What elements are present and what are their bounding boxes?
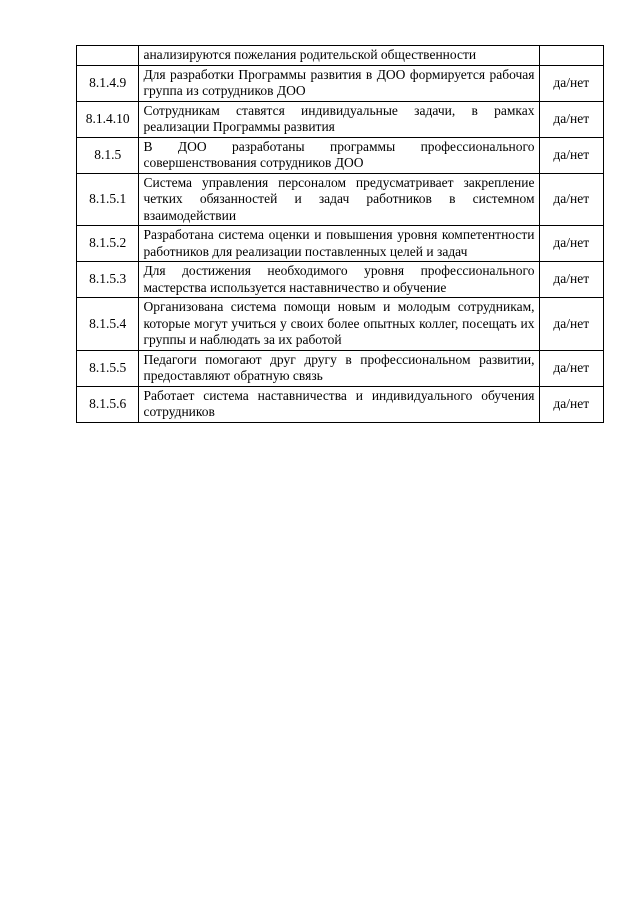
row-code: 8.1.4.9	[77, 65, 139, 101]
row-code: 8.1.5.3	[77, 262, 139, 298]
row-description: Для разработки Программы развития в ДОО формируется рабочая группа из сотрудников ДОО	[139, 65, 539, 101]
row-description: Система управления персоналом предусматривает закрепление четких обязанностей и задач работников в системном взаимодействии	[139, 173, 539, 226]
row-answer	[539, 46, 604, 66]
table-row	[77, 101, 604, 137]
row-description: В ДОО разработаны программы профессионального совершенствования сотрудников ДОО	[139, 137, 539, 173]
row-answer: да/нет	[539, 386, 604, 422]
row-description: Для достижения необходимого уровня профессионального мастерства используется наставничество и обучение	[139, 262, 539, 298]
row-code: 8.1.5.1	[77, 173, 139, 226]
row-code	[77, 46, 139, 66]
row-answer: да/нет	[539, 173, 604, 226]
table-row	[77, 137, 604, 173]
row-answer: да/нет	[539, 262, 604, 298]
row-code: 8.1.5	[77, 137, 139, 173]
row-answer: да/нет	[539, 65, 604, 101]
table-row	[77, 386, 604, 422]
row-answer: да/нет	[539, 350, 604, 386]
row-description: Разработана система оценки и повышения уровня компетентности работников для реализации поставленных целей и задач	[139, 226, 539, 262]
row-code: 8.1.5.2	[77, 226, 139, 262]
criteria-table	[76, 45, 604, 423]
row-description: Организована система помощи новым и молодым сотрудникам, которые могут учиться у своих более опытных коллег, посещать их группы и наблюдать за их работой	[139, 298, 539, 351]
table-row	[77, 226, 604, 262]
row-description: Работает система наставничества и индивидуального обучения сотрудников	[139, 386, 539, 422]
table-row	[77, 298, 604, 351]
row-description: Сотрудникам ставятся индивидуальные задачи, в рамках реализации Программы развития	[139, 101, 539, 137]
table-row	[77, 350, 604, 386]
table-row	[77, 65, 604, 101]
table-row	[77, 262, 604, 298]
table-row	[77, 173, 604, 226]
row-answer: да/нет	[539, 298, 604, 351]
row-code: 8.1.4.10	[77, 101, 139, 137]
row-description: анализируются пожелания родительской общественности	[139, 46, 539, 66]
row-code: 8.1.5.6	[77, 386, 139, 422]
row-code: 8.1.5.4	[77, 298, 139, 351]
row-code: 8.1.5.5	[77, 350, 139, 386]
row-answer: да/нет	[539, 101, 604, 137]
row-answer: да/нет	[539, 226, 604, 262]
row-description: Педагоги помогают друг другу в профессиональном развитии, предоставляют обратную связь	[139, 350, 539, 386]
table-row	[77, 46, 604, 66]
row-answer: да/нет	[539, 137, 604, 173]
